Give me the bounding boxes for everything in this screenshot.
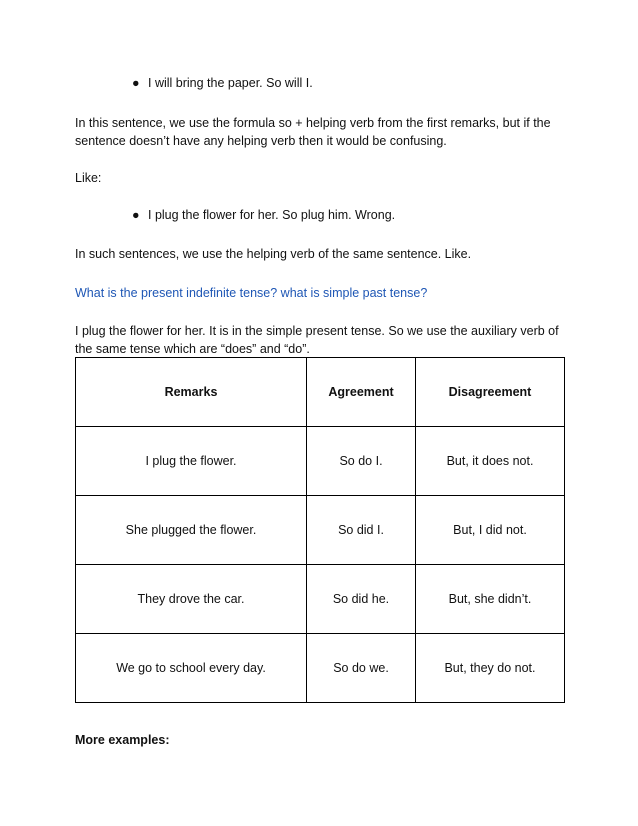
cell-agreement: So did I. xyxy=(307,496,416,565)
bullet-item-2 xyxy=(132,206,562,224)
table-row xyxy=(76,496,565,565)
question-heading: What is the present indefinite tense? what is simple past tense? xyxy=(75,286,428,300)
table-row xyxy=(76,634,565,703)
cell-remarks: She plugged the flower. xyxy=(76,496,307,565)
cell-agreement: So did he. xyxy=(307,565,416,634)
bullet-text-1: I will bring the paper. So will I. xyxy=(148,76,313,90)
remarks-table xyxy=(75,357,565,703)
cell-agreement: So do I. xyxy=(307,427,416,496)
bullet-dot-icon: ● xyxy=(132,208,140,222)
cell-disagreement: But, they do not. xyxy=(416,634,565,703)
cell-remarks: I plug the flower. xyxy=(76,427,307,496)
paragraph-1: In this sentence, we use the formula so + helping verb from the first remarks, but if the sentence doesn’t have any helping verb then it would be confusing. xyxy=(75,116,551,148)
bullet-text-2: I plug the flower for her. So plug him. Wrong. xyxy=(148,208,396,222)
cell-disagreement: But, it does not. xyxy=(416,427,565,496)
header-agreement: Agreement xyxy=(307,358,416,427)
header-remarks: Remarks xyxy=(76,358,307,427)
cell-agreement: So do we. xyxy=(307,634,416,703)
paragraph-2: In such sentences, we use the helping verb of the same sentence. Like. xyxy=(75,247,472,261)
table-row xyxy=(76,565,565,634)
cell-disagreement: But, I did not. xyxy=(416,496,565,565)
cell-disagreement: But, she didn’t. xyxy=(416,565,565,634)
bullet-item-1 xyxy=(132,74,562,92)
table-header-row xyxy=(76,358,565,427)
cell-remarks: We go to school every day. xyxy=(76,634,307,703)
table-row xyxy=(76,427,565,496)
header-disagreement: Disagreement xyxy=(416,358,565,427)
bullet-dot-icon: ● xyxy=(132,76,140,90)
more-examples-heading: More examples: xyxy=(75,733,170,747)
like-label: Like: xyxy=(75,171,102,185)
cell-remarks: They drove the car. xyxy=(76,565,307,634)
paragraph-3: I plug the flower for her. It is in the simple present tense. So we use the auxiliary verb of the same tense which are “does” and “do”. xyxy=(75,324,559,356)
